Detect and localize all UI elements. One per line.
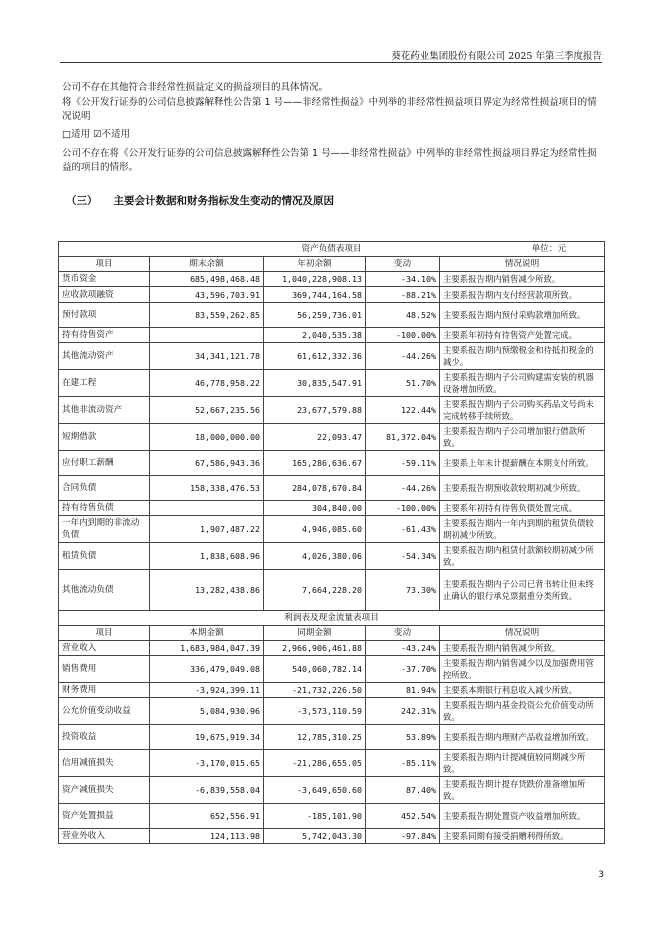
row-prior-amount: 2,040,535.38 — [264, 328, 366, 343]
table-row — [59, 397, 605, 424]
applicability-checkboxes: □适用 ☑不适用 — [62, 129, 131, 140]
row-explanation: 主要系报告期内计提减值较同期减少所致。 — [440, 750, 605, 777]
row-prior-amount: -185,101.90 — [264, 804, 366, 829]
row-prior-amount: 2,966,906,461.88 — [264, 641, 366, 656]
unit-label: 单位：元 — [531, 244, 567, 254]
table-row — [59, 641, 605, 656]
table-row — [59, 303, 605, 328]
row-current-amount: -6,839,558.04 — [150, 777, 264, 804]
table-row — [59, 570, 605, 611]
row-prior-amount: 23,677,579.88 — [264, 397, 366, 424]
row-item-name: 一年内到期的非流动负债 — [59, 516, 150, 543]
row-explanation: 主要系报告期内租赁付款额较期初减少所致。 — [440, 543, 605, 570]
row-explanation: 主要系年初持有待售负债处置完成。 — [440, 501, 605, 516]
row-current-amount: 685,498,468.48 — [150, 272, 264, 287]
row-item-name: 在建工程 — [59, 370, 150, 397]
column-header: 年初余额 — [264, 257, 366, 272]
row-change-percent: 81,372.04% — [366, 424, 440, 451]
row-change-percent: 51.70% — [366, 370, 440, 397]
row-current-amount: 1,683,984,047.39 — [150, 641, 264, 656]
row-explanation: 主要系报告期内销售减少以及加强费用管控所致。 — [440, 656, 605, 683]
column-header: 情况说明 — [440, 257, 605, 272]
balance-title-cell — [59, 242, 605, 257]
table-row — [59, 656, 605, 683]
row-prior-amount: 22,093.47 — [264, 424, 366, 451]
row-current-amount: 5,084,930.96 — [150, 698, 264, 725]
row-explanation: 主要系报告期内子公司购建需安装的机器设备增加所致。 — [440, 370, 605, 397]
table-row — [59, 725, 605, 750]
row-current-amount — [150, 501, 264, 516]
column-header: 本期金额 — [150, 626, 264, 641]
row-explanation: 主要系报告期预收款较期初减少所致。 — [440, 476, 605, 501]
table-row — [59, 777, 605, 804]
row-item-name: 资产减值损失 — [59, 777, 150, 804]
row-prior-amount: -3,649,650.60 — [264, 777, 366, 804]
table-body — [59, 242, 605, 844]
row-item-name: 持有待售资产 — [59, 328, 150, 343]
income-title: 利润表及现金流量表项目 — [59, 611, 605, 626]
section-number: （三） — [66, 195, 98, 207]
row-current-amount: 1,907,487.22 — [150, 516, 264, 543]
balance-header-row — [59, 257, 605, 272]
row-change-percent: -44.26% — [366, 476, 440, 501]
row-current-amount: 652,556.91 — [150, 804, 264, 829]
income-title-row — [59, 611, 605, 626]
row-prior-amount: 1,040,228,908.13 — [264, 272, 366, 287]
table-row — [59, 698, 605, 725]
row-item-name: 租赁负债 — [59, 543, 150, 570]
table-row — [59, 543, 605, 570]
row-explanation: 主要系报告期内基金投资公允价值变动所致。 — [440, 698, 605, 725]
table-row — [59, 370, 605, 397]
row-current-amount: 124,113.98 — [150, 829, 264, 844]
row-item-name: 其他流动资产 — [59, 343, 150, 370]
row-current-amount: -3,924,399.11 — [150, 683, 264, 698]
row-current-amount — [150, 328, 264, 343]
row-item-name: 应付职工薪酬 — [59, 451, 150, 476]
section-heading — [66, 193, 334, 208]
table-row — [59, 424, 605, 451]
row-current-amount: 336,479,049.08 — [150, 656, 264, 683]
row-prior-amount: 369,744,164.58 — [264, 287, 366, 303]
row-current-amount: 1,838,608.96 — [150, 543, 264, 570]
row-change-percent: -37.70% — [366, 656, 440, 683]
row-prior-amount: 4,026,380.06 — [264, 543, 366, 570]
table-row — [59, 287, 605, 303]
row-item-name: 销售费用 — [59, 656, 150, 683]
row-change-percent: 122.44% — [366, 397, 440, 424]
table-row — [59, 750, 605, 777]
table-row — [59, 476, 605, 501]
row-change-percent: -85.11% — [366, 750, 440, 777]
row-item-name: 财务费用 — [59, 683, 150, 698]
column-header: 项目 — [59, 626, 150, 641]
row-change-percent: -97.84% — [366, 829, 440, 844]
row-item-name: 公允价值变动收益 — [59, 698, 150, 725]
table-row — [59, 272, 605, 287]
section-title: 主要会计数据和财务指标发生变动的情况及原因 — [113, 195, 334, 207]
column-header: 同期金额 — [264, 626, 366, 641]
balance-title: 资产负债表项目 — [301, 244, 362, 254]
row-item-name: 其他非流动资产 — [59, 397, 150, 424]
column-header: 变动 — [366, 626, 440, 641]
row-prior-amount: 165,286,636.67 — [264, 451, 366, 476]
row-explanation: 主要系报告期内一年内到期的租赁负债较期初减少所致。 — [440, 516, 605, 543]
row-item-name: 持有待售负债 — [59, 501, 150, 516]
row-change-percent: 81.94% — [366, 683, 440, 698]
row-item-name: 资产处置损益 — [59, 804, 150, 829]
row-change-percent: -43.24% — [366, 641, 440, 656]
row-current-amount: 43,596,703.91 — [150, 287, 264, 303]
row-explanation: 主要系报告期内子公司已背书转让但未终止确认的银行承兑票据重分类所致。 — [440, 570, 605, 611]
column-header: 情况说明 — [440, 626, 605, 641]
row-prior-amount: 304,840.00 — [264, 501, 366, 516]
page-header: 葵花药业集团股份有限公司 2025 年第三季度报告 — [391, 51, 602, 62]
row-prior-amount: -21,286,655.05 — [264, 750, 366, 777]
header-rule — [60, 62, 602, 63]
row-explanation: 主要系报告期内子公司购买药品文号尚未完成转移手续所致。 — [440, 397, 605, 424]
paragraph-reclass-title: 将《公开发行证券的公司信息披露解释性公告第 1 号——非经常性损益》中列举的非经常性损益项目界定为经常性损益项目的情况说明 — [62, 97, 597, 122]
row-item-name: 营业外收入 — [59, 829, 150, 844]
row-current-amount: 13,282,438.86 — [150, 570, 264, 611]
row-change-percent: 73.30% — [366, 570, 440, 611]
balance-title-row — [59, 242, 605, 257]
paragraph-reclass-statement: 公司不存在将《公开发行证券的公司信息披露解释性公告第 1 号——非经常性损益》中列举的非经常性损益项目界定为经常性损益的项目的情形。 — [62, 148, 597, 173]
row-explanation: 主要系报告期内子公司增加银行借款所致。 — [440, 424, 605, 451]
row-change-percent: -59.11% — [366, 451, 440, 476]
financial-changes-table — [58, 241, 605, 844]
row-current-amount: 67,586,943.36 — [150, 451, 264, 476]
row-prior-amount: 12,785,310.25 — [264, 725, 366, 750]
row-item-name: 短期借款 — [59, 424, 150, 451]
row-item-name: 货币资金 — [59, 272, 150, 287]
row-explanation: 主要系报告期内销售减少所致。 — [440, 272, 605, 287]
table-row — [59, 683, 605, 698]
row-item-name: 合同负债 — [59, 476, 150, 501]
page-number: 3 — [598, 870, 604, 880]
row-current-amount: 83,559,262.85 — [150, 303, 264, 328]
income-header-row — [59, 626, 605, 641]
row-change-percent: 242.31% — [366, 698, 440, 725]
table-row — [59, 451, 605, 476]
row-change-percent: -54.34% — [366, 543, 440, 570]
row-current-amount: -3,170,015.65 — [150, 750, 264, 777]
row-explanation: 主要系报告期内支付经营款项所致。 — [440, 287, 605, 303]
row-current-amount: 18,000,000.00 — [150, 424, 264, 451]
row-explanation: 主要系本期银行利息收入减少所致。 — [440, 683, 605, 698]
row-prior-amount: 61,612,332.36 — [264, 343, 366, 370]
column-header: 项目 — [59, 257, 150, 272]
table-row — [59, 829, 605, 844]
row-item-name: 应收款项融资 — [59, 287, 150, 303]
row-explanation: 主要系报告期内销售减少所致。 — [440, 641, 605, 656]
row-change-percent: 48.52% — [366, 303, 440, 328]
row-explanation: 主要系报告期内预缴税金和待抵扣税金的减少。 — [440, 343, 605, 370]
column-header: 变动 — [366, 257, 440, 272]
column-header: 期末余额 — [150, 257, 264, 272]
row-current-amount: 46,778,958.22 — [150, 370, 264, 397]
row-current-amount: 34,341,121.78 — [150, 343, 264, 370]
row-explanation: 主要系报告期内理财产品收益增加所致。 — [440, 725, 605, 750]
row-change-percent: -88.21% — [366, 287, 440, 303]
row-change-percent: -100.00% — [366, 328, 440, 343]
row-change-percent: -61.43% — [366, 516, 440, 543]
row-item-name: 其他流动负债 — [59, 570, 150, 611]
row-explanation: 主要系报告期计提存货跌价准备增加所致。 — [440, 777, 605, 804]
row-explanation: 主要系年初持有待售资产处置完成。 — [440, 328, 605, 343]
row-current-amount: 19,675,919.34 — [150, 725, 264, 750]
row-item-name: 信用减值损失 — [59, 750, 150, 777]
row-change-percent: -44.26% — [366, 343, 440, 370]
row-explanation: 主要系上年末计提薪酬在本期支付所致。 — [440, 451, 605, 476]
row-prior-amount: 540,060,782.14 — [264, 656, 366, 683]
row-item-name: 投资收益 — [59, 725, 150, 750]
row-explanation: 主要系报告期内预付采购款增加所致。 — [440, 303, 605, 328]
row-prior-amount: 4,946,085.60 — [264, 516, 366, 543]
table-row — [59, 516, 605, 543]
row-explanation: 主要系同期有接受捐赠利得所致。 — [440, 829, 605, 844]
row-explanation: 主要系报告期处置资产收益增加所致。 — [440, 804, 605, 829]
row-change-percent: -100.00% — [366, 501, 440, 516]
row-prior-amount: -21,732,226.50 — [264, 683, 366, 698]
paragraph-other-items: 公司不存在其他符合非经常性损益定义的损益项目的具体情况。 — [62, 82, 329, 93]
row-prior-amount: 7,664,228.20 — [264, 570, 366, 611]
row-current-amount: 52,667,235.56 — [150, 397, 264, 424]
row-change-percent: 452.54% — [366, 804, 440, 829]
row-prior-amount: 284,078,670.84 — [264, 476, 366, 501]
table-row — [59, 804, 605, 829]
row-prior-amount: 30,835,547.91 — [264, 370, 366, 397]
row-current-amount: 158,338,476.53 — [150, 476, 264, 501]
row-change-percent: -34.10% — [366, 272, 440, 287]
table-row — [59, 328, 605, 343]
row-item-name: 预付款项 — [59, 303, 150, 328]
row-prior-amount: 56,259,736.01 — [264, 303, 366, 328]
table-row — [59, 501, 605, 516]
row-item-name: 营业收入 — [59, 641, 150, 656]
table-row — [59, 343, 605, 370]
row-change-percent: 53.89% — [366, 725, 440, 750]
row-change-percent: 87.40% — [366, 777, 440, 804]
row-prior-amount: 5,742,043.30 — [264, 829, 366, 844]
row-prior-amount: -3,573,110.59 — [264, 698, 366, 725]
